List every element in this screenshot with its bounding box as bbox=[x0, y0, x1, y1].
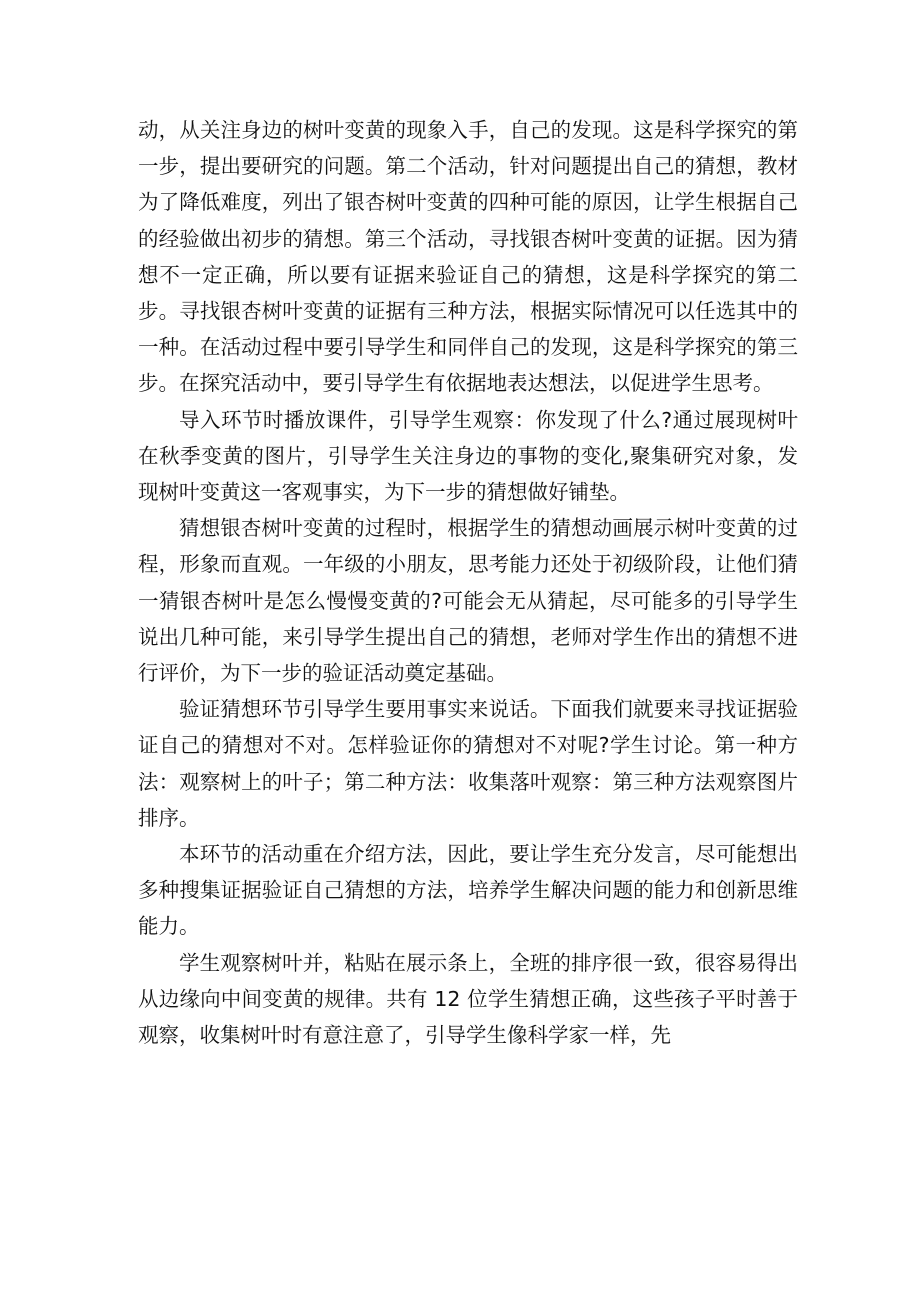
paragraph-6: 学生观察树叶并，粘贴在展示条上，全班的排序很一致，很容易得出从边缘向中间变黄的规律。共有 12 位学生猜想正确，这些孩子平时善于观察，收集树叶时有意注意了，引导学生像科学家一样，先 bbox=[138, 950, 798, 1048]
document-body bbox=[138, 112, 798, 1053]
paragraph-4: 验证猜想环节引导学生要用事实来说话。下面我们就要来寻找证据验证自己的猜想对不对。怎样验证你的猜想对不对呢?学生讨论。第一种方法：观察树上的叶子；第二种方法：收集落叶观察：第三种方法观察图片排序。 bbox=[138, 697, 798, 830]
paragraph-2: 导入环节时播放课件，引导学生观察：你发现了什么?通过展现树叶在秋季变黄的图片，引导学生关注身边的事物的变化,聚集研究对象，发现树叶变黄这一客观事实，为下一步的猜想做好铺垫。 bbox=[138, 407, 798, 505]
paragraph-5: 本环节的活动重在介绍方法，因此，要让学生充分发言，尽可能想出多种搜集证据验证自己猜想的方法，培养学生解决问题的能力和创新思维能力。 bbox=[138, 842, 798, 939]
paragraph-1: 动，从关注身边的树叶变黄的现象入手，自己的发现。这是科学探究的第一步，提出要研究的问题。第二个活动，针对问题提出自己的猜想，教材为了降低难度，列出了银杏树叶变黄的四种可能的原因，让学生根据自己的经验做出初步的猜想。第三个活动，寻找银杏树叶变黄的证据。因为猜想不一定正确，所以要有证据来验证自己的猜想，这是科学探究的第二步。寻找银杏树叶变黄的证据有三种方法，根据实际情况可以任选其中的一种。在活动过程中要引导学生和同伴自己的发现，这是科学探究的第三步。在探究活动中，要引导学生有依据地表达想法，以促进学生思考。 bbox=[138, 118, 798, 396]
paragraph-3: 猜想银杏树叶变黄的过程时，根据学生的猜想动画展示树叶变黄的过程，形象而直观。一年级的小朋友，思考能力还处于初级阶段，让他们猜一猜银杏树叶是怎么慢慢变黄的?可能会无从猜起，尽可能多的引导学生说出几种可能，来引导学生提出自己的猜想，老师对学生作出的猜想不进行评价，为下一步的验证活动奠定基础。 bbox=[138, 516, 798, 686]
